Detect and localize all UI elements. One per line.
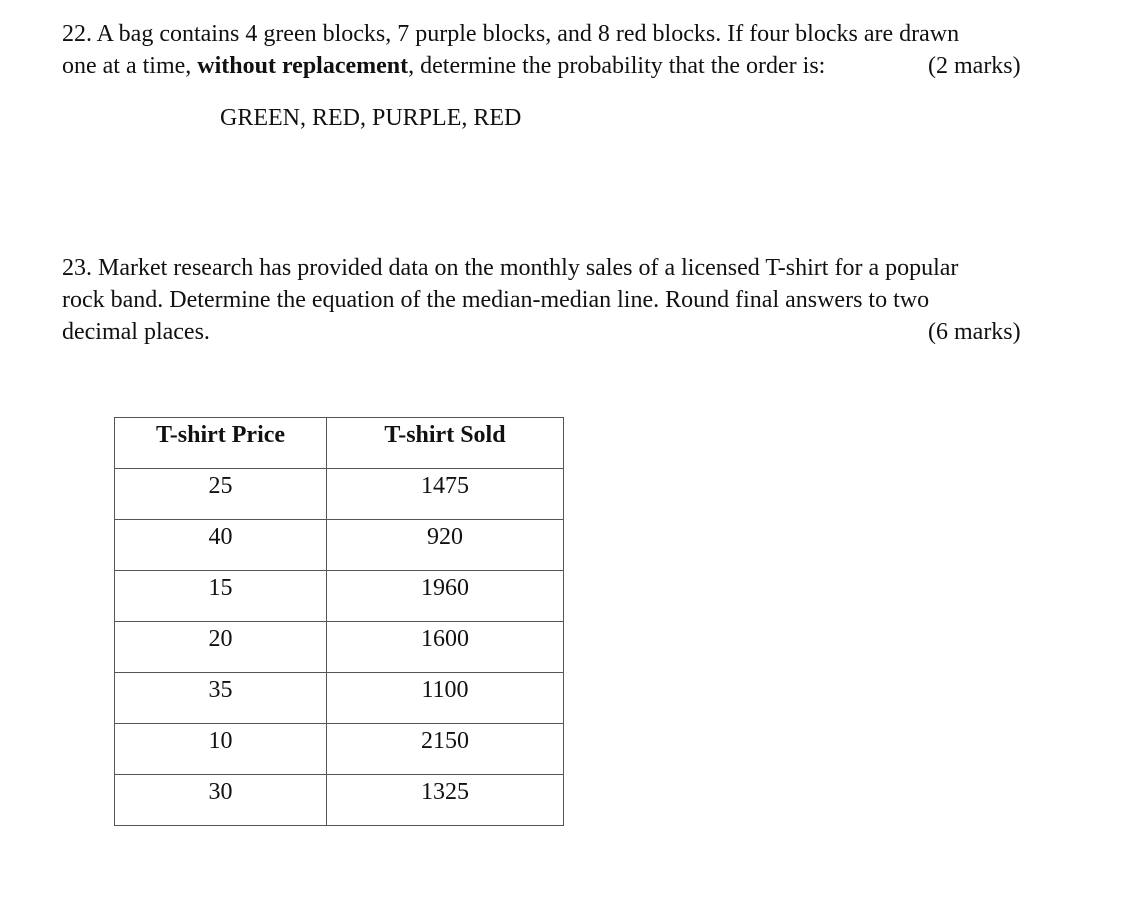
q23-line-2: rock band. Determine the equation of the median-median line. Round final answers to two (62, 287, 930, 313)
q23-line-1: 23. Market research has provided data on the monthly sales of a licensed T-shirt for a popular (62, 255, 959, 281)
table-row (115, 724, 564, 775)
q23-line-3: decimal places. (62, 319, 210, 345)
sold-value: 1600 (421, 625, 469, 652)
sold-cell (327, 469, 564, 520)
table-row (115, 775, 564, 826)
price-value: 25 (208, 472, 233, 499)
q23-marks: (6 marks) (928, 319, 1021, 345)
q22-line-2-bold: without replacement (197, 53, 409, 79)
sold-value: 920 (427, 523, 463, 550)
sold-cell (327, 775, 564, 826)
q22-line-2 (62, 50, 825, 82)
price-value: 20 (208, 625, 233, 652)
table-row (115, 520, 564, 571)
price-value: 15 (208, 574, 233, 601)
price-cell (115, 520, 327, 571)
q22-marks: (2 marks) (928, 53, 1021, 79)
price-cell (115, 673, 327, 724)
q22-order: GREEN, RED, PURPLE, RED (220, 105, 522, 131)
price-cell (115, 469, 327, 520)
price-value: 10 (208, 727, 233, 754)
table-row (115, 469, 564, 520)
sold-cell (327, 520, 564, 571)
header-sold-text: T-shirt Sold (384, 421, 506, 448)
sold-cell (327, 724, 564, 775)
price-value: 35 (208, 676, 233, 703)
sold-cell (327, 673, 564, 724)
sold-value: 2150 (421, 727, 469, 754)
sold-value: 1475 (421, 472, 469, 499)
q22-line-2-end: , determine the probability that the order is: (408, 53, 826, 79)
table-row (115, 622, 564, 673)
table-row (115, 571, 564, 622)
price-cell (115, 622, 327, 673)
table-row (115, 673, 564, 724)
sold-cell (327, 571, 564, 622)
sold-value: 1960 (421, 574, 469, 601)
price-cell (115, 724, 327, 775)
table-header-row (115, 418, 564, 469)
price-value: 40 (208, 523, 233, 550)
header-price-text: T-shirt Price (155, 421, 286, 448)
sold-value: 1100 (421, 676, 469, 703)
q22-line-2-start: one at a time, (62, 53, 198, 79)
tshirt-data-table (114, 417, 564, 826)
q22-line-1: 22. A bag contains 4 green blocks, 7 purple blocks, and 8 red blocks. If four blocks are drawn (62, 21, 960, 47)
sold-value: 1325 (421, 778, 469, 805)
header-sold (327, 418, 564, 469)
header-price (115, 418, 327, 469)
price-cell (115, 571, 327, 622)
sold-cell (327, 622, 564, 673)
table-body (115, 469, 564, 826)
price-value: 30 (208, 778, 233, 805)
price-cell (115, 775, 327, 826)
